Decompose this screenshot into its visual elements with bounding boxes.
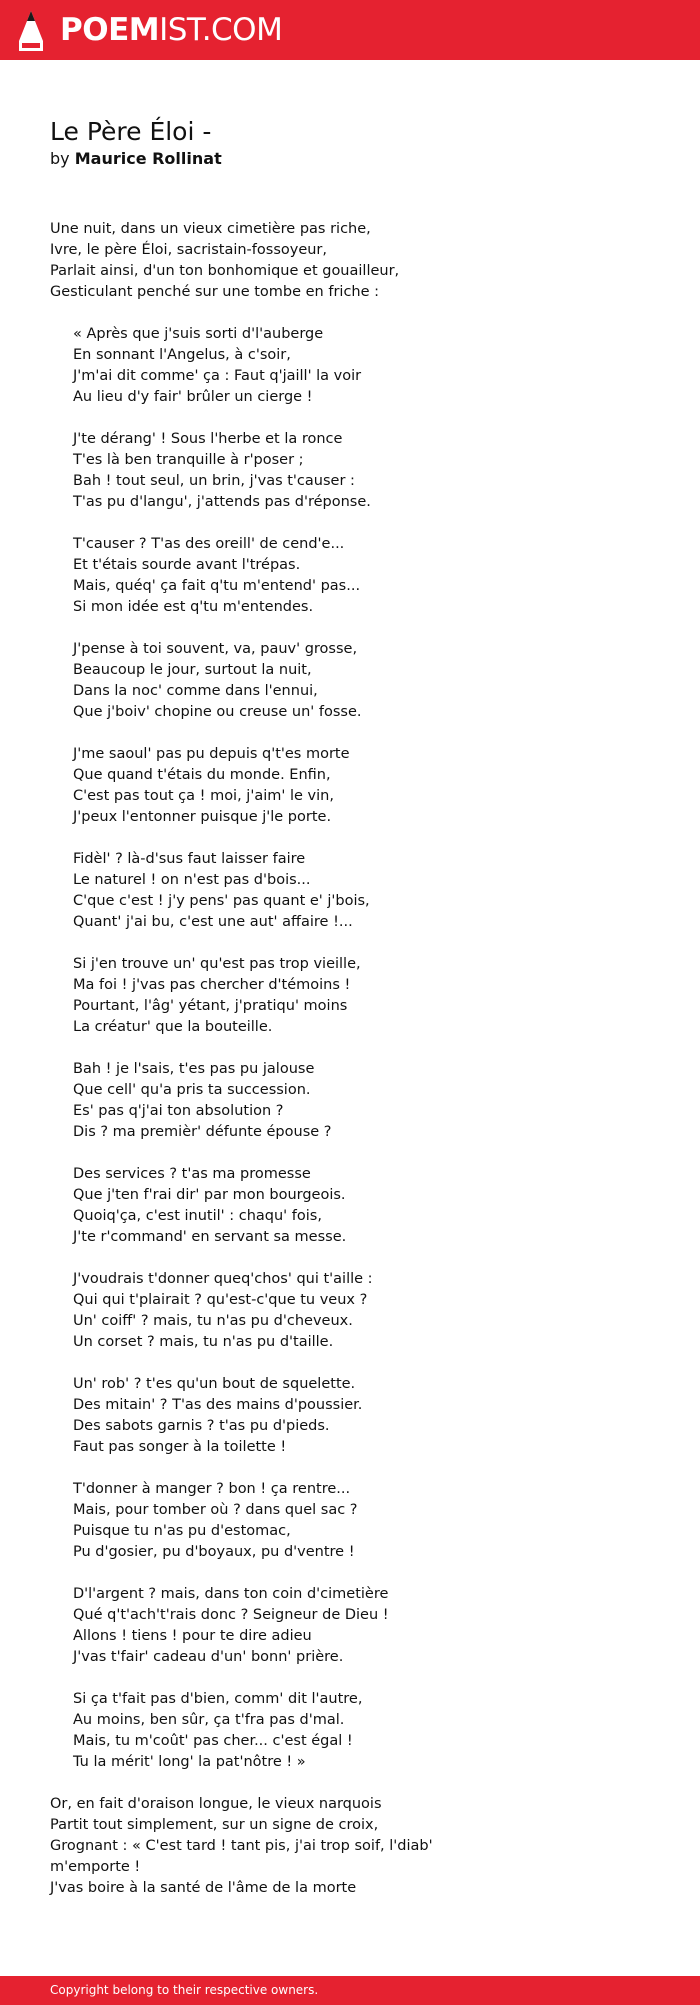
pencil-icon[interactable]: [18, 10, 44, 52]
poem-line: Tu la mérit' long' la pat'nôtre ! »: [73, 1754, 306, 1770]
poem-line: Si ça t'fait pas d'bien, comm' dit l'autre,: [73, 1691, 363, 1707]
poem-line: Grognant : « C'est tard ! tant pis, j'ai trop soif, l'diab': [50, 1838, 433, 1854]
top-bar: [0, 0, 700, 60]
byline: [50, 148, 222, 170]
site-logo[interactable]: [60, 11, 282, 49]
poem-line: Partit tout simplement, sur un signe de croix,: [50, 1817, 379, 1833]
stanza: [50, 1374, 670, 1458]
poem-line: Un corset ? mais, tu n'as pu d'taille.: [73, 1334, 334, 1350]
poem-line: Quant' j'ai bu, c'est une aut' affaire !...: [73, 914, 353, 930]
poem-line: Qué q't'ach't'rais donc ? Seigneur de Dieu !: [73, 1607, 389, 1623]
poem-line: Ma foi ! j'vas pas chercher d'témoins !: [73, 977, 351, 993]
poem-line: Au lieu d'y fair' brûler un cierge !: [73, 389, 313, 405]
poem-line: J'pense à toi souvent, va, pauv' grosse,: [73, 641, 358, 657]
poem-line: T'as pu d'langu', j'attends pas d'réponse.: [73, 494, 371, 510]
poem-line: « Après que j'suis sorti d'l'auberge: [73, 326, 324, 342]
stanza: [50, 1164, 670, 1248]
poem-line: Or, en fait d'oraison longue, le vieux narquois: [50, 1796, 382, 1812]
poem-line: Pu d'gosier, pu d'boyaux, pu d'ventre !: [73, 1544, 355, 1560]
stanza: [50, 744, 670, 828]
poem-line: Es' pas q'j'ai ton absolution ?: [73, 1103, 284, 1119]
poem-line: Ivre, le père Éloi, sacristain-fossoyeur,: [50, 242, 328, 258]
stanza: [50, 1689, 670, 1773]
poem-line: Mais, tu m'coût' pas cher... c'est égal !: [73, 1733, 353, 1749]
poem-line: Une nuit, dans un vieux cimetière pas riche,: [50, 221, 371, 237]
poem-line: C'que c'est ! j'y pens' pas quant e' j'bois,: [73, 893, 370, 909]
poem-line: J'vas t'fair' cadeau d'un' bonn' prière.: [73, 1649, 344, 1665]
footer: [0, 1976, 700, 2005]
poem-line: Faut pas songer à la toilette !: [73, 1439, 287, 1455]
poem-line: La créatur' que la bouteille.: [73, 1019, 273, 1035]
poem-line: Un' coiff' ? mais, tu n'as pu d'cheveux.: [73, 1313, 353, 1329]
poem-line: Fidèl' ? là-d'sus faut laisser faire: [73, 851, 306, 867]
poem-line: Si j'en trouve un' qu'est pas trop vieille,: [73, 956, 361, 972]
poem-line: Un' rob' ? t'es qu'un bout de squelette.: [73, 1376, 356, 1392]
poem-line: Allons ! tiens ! pour te dire adieu: [73, 1628, 312, 1644]
poem-line: Dans la noc' comme dans l'ennui,: [73, 683, 318, 699]
stanza: [50, 1584, 670, 1668]
poem-line: Beaucoup le jour, surtout la nuit,: [73, 662, 312, 678]
poem-line: Des services ? t'as ma promesse: [73, 1166, 311, 1182]
stanza: [50, 219, 670, 303]
logo-light-text: IST.COM: [159, 12, 283, 48]
stanza: [50, 1059, 670, 1143]
poem-line: J'peux l'entonner puisque j'le porte.: [73, 809, 332, 825]
poem-line: D'l'argent ? mais, dans ton coin d'cimetière: [73, 1586, 389, 1602]
poem-line: Parlait ainsi, d'un ton bonhomique et gouailleur,: [50, 263, 400, 279]
poem-line: Au moins, ben sûr, ça t'fra pas d'mal.: [73, 1712, 345, 1728]
poem-line: J'voudrais t'donner queq'chos' qui t'aille :: [73, 1271, 373, 1287]
poem-line: Puisque tu n'as pu d'estomac,: [73, 1523, 291, 1539]
poem-line: J'te dérang' ! Sous l'herbe et la ronce: [73, 431, 343, 447]
poem-line: J'me saoul' pas pu depuis q't'es morte: [73, 746, 350, 762]
poem-line: Gesticulant penché sur une tombe en friche :: [50, 284, 380, 300]
stanza: [50, 639, 670, 723]
stanza: [50, 1794, 670, 1899]
poem-line: Mais, quéq' ça fait q'tu m'entend' pas...: [73, 578, 361, 594]
poem-line: Que j'boiv' chopine ou creuse un' fosse.: [73, 704, 362, 720]
poem-line: Que cell' qu'a pris ta succession.: [73, 1082, 311, 1098]
stanza: [50, 534, 670, 618]
poem-line: Des mitain' ? T'as des mains d'poussier.: [73, 1397, 363, 1413]
poem-line: T'causer ? T'as des oreill' de cend'e...: [73, 536, 345, 552]
logo-bold-text: POEM: [60, 12, 160, 48]
poem-line: J'te r'command' en servant sa messe.: [73, 1229, 347, 1245]
poem-line: Et t'étais sourde avant l'trépas.: [73, 557, 301, 573]
poem-line: Que j'ten f'rai dir' par mon bourgeois.: [73, 1187, 346, 1203]
poem-line: En sonnant l'Angelus, à c'soir,: [73, 347, 291, 363]
poem-line: Bah ! tout seul, un brin, j'vas t'causer :: [73, 473, 355, 489]
stanza: [50, 1269, 670, 1353]
poem-line: C'est pas tout ça ! moi, j'aim' le vin,: [73, 788, 334, 804]
poem-line: T'es là ben tranquille à r'poser ;: [73, 452, 304, 468]
copyright-text: Copyright belong to their respective owners.: [50, 1983, 319, 1997]
stanza: [50, 324, 670, 408]
stanza: [50, 429, 670, 513]
stanza: [50, 1479, 670, 1563]
poem-line: T'donner à manger ? bon ! ça rentre...: [73, 1481, 351, 1497]
poem-line: J'm'ai dit comme' ça : Faut q'jaill' la voir: [73, 368, 362, 384]
poem-line: Pourtant, l'âg' yétant, j'pratiqu' moins: [73, 998, 348, 1014]
poem-line: Que quand t'étais du monde. Enfin,: [73, 767, 331, 783]
stanza: [50, 849, 670, 933]
poem-line: Mais, pour tomber où ? dans quel sac ?: [73, 1502, 358, 1518]
poem-line: Si mon idée est q'tu m'entendes.: [73, 599, 314, 615]
poem-line: J'vas boire à la santé de l'âme de la morte: [50, 1880, 357, 1896]
poem-line: Dis ? ma premièr' défunte épouse ?: [73, 1124, 332, 1140]
poem-line: Bah ! je l'sais, t'es pas pu jalouse: [73, 1061, 315, 1077]
poem-title: Le Père Éloi -: [50, 117, 212, 146]
byline-prefix: by: [50, 149, 70, 168]
poem-line: Des sabots garnis ? t'as pu d'pieds.: [73, 1418, 330, 1434]
stanza: [50, 954, 670, 1038]
author-link[interactable]: Maurice Rollinat: [74, 149, 222, 168]
poem-line: m'emporte !: [50, 1859, 141, 1875]
poem-line: Quoiq'ça, c'est inutil' : chaqu' fois,: [73, 1208, 322, 1224]
poem-line: Qui qui t'plairait ? qu'est-c'que tu veux ?: [73, 1292, 368, 1308]
poem-body: [50, 219, 670, 1920]
poem-line: Le naturel ! on n'est pas d'bois...: [73, 872, 311, 888]
